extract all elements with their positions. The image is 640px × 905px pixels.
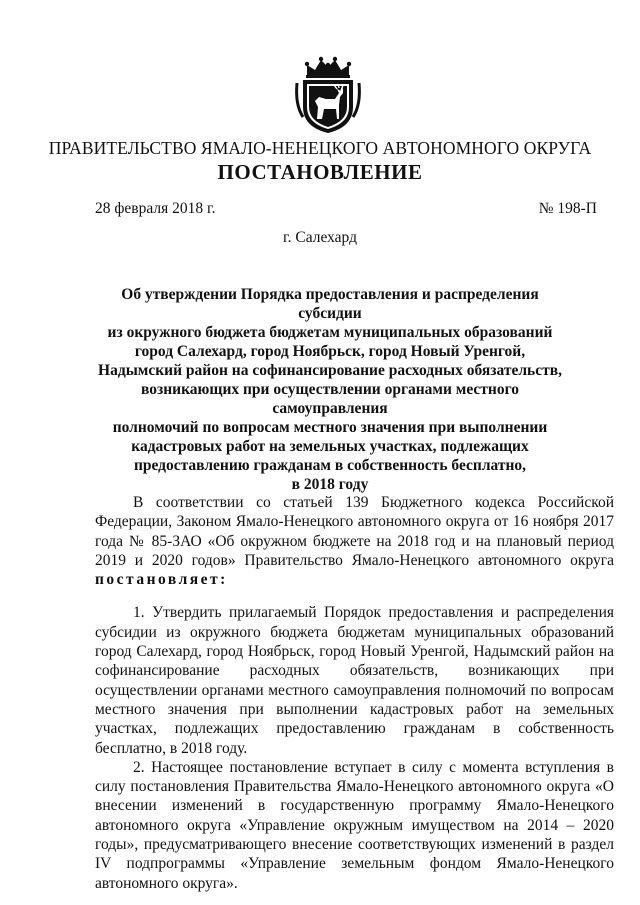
resolve-word: постановляет:	[95, 571, 228, 589]
preamble-text: В соответствии со статьей 139 Бюджетного кодекса Российской Федерации, Законом Ямало-Ненецкого автономного округа от 16 ноября 2017 года № 85-ЗАО «Об окружном бюджете на 2018 год и на плановый период 2019 и 2020 годов» Правительство Ямало-Ненецкого автономного округа	[95, 494, 614, 569]
subject-line: возникающих при осуществлении органами местного самоуправления	[140, 381, 520, 417]
document-city: г. Салехард	[283, 229, 357, 246]
subject-line: из окружного бюджета бюджетам муниципальных образований	[107, 324, 553, 341]
document-type-heading: ПОСТАНОВЛЕНИЕ	[217, 160, 423, 184]
coat-of-arms-emblem	[293, 55, 363, 135]
document-date: 28 февраля 2018 г.	[95, 200, 216, 217]
subject-line: полномочий по вопросам местного значения при выполнении	[112, 419, 548, 436]
document-subject	[95, 285, 565, 494]
item-2-paragraph: 2. Настоящее постановление вступает в силу с момента вступления в силу постановления Правительства Ямало-Ненецкого автономного округа «О внесении изменений в государственную программу Ямало-Ненецкого автономного округа «Управление окружным имуществом на 2014 – 2020 годы», предусматривающего внесение соответствующих изменений в раздел IV подпрограммы «Управление земельным фондом Ямало-Ненецкого автономного округа».	[95, 758, 614, 892]
subject-line: в 2018 году	[291, 476, 369, 493]
preamble-paragraph	[95, 493, 614, 589]
subject-line: кадастровых работ на земельных участках, подлежащих	[131, 438, 529, 455]
document-number: № 198-П	[538, 200, 597, 217]
subject-line: город Салехард, город Ноябрьск, город Новый Уренгой,	[134, 343, 526, 360]
government-title: ПРАВИТЕЛЬСТВО ЯМАЛО-НЕНЕЦКОГО АВТОНОМНОГО ОКРУГА	[48, 138, 592, 158]
item-1-paragraph: 1. Утвердить прилагаемый Порядок предоставления и распределения субсидии из окружного бюджета бюджетам муниципальных образований город Салехард, город Ноябрьск, город Новый Уренгой, Надымский район на софинансирование расходных обязательств, возникающих при осуществлении органами местного самоуправления полномочий по вопросам местного значения при выполнении кадастровых работ на земельных участках, подлежащих предоставлению гражданам в собственность бесплатно, в 2018 году.	[95, 604, 614, 757]
document-body	[95, 493, 614, 893]
subject-line: Надымский район на софинансирование расходных обязательств,	[98, 362, 562, 379]
subject-line: предоставлению гражданам в собственность бесплатно,	[133, 457, 527, 474]
subject-line: Об утверждении Порядка предоставления и распределения субсидии	[121, 286, 539, 322]
